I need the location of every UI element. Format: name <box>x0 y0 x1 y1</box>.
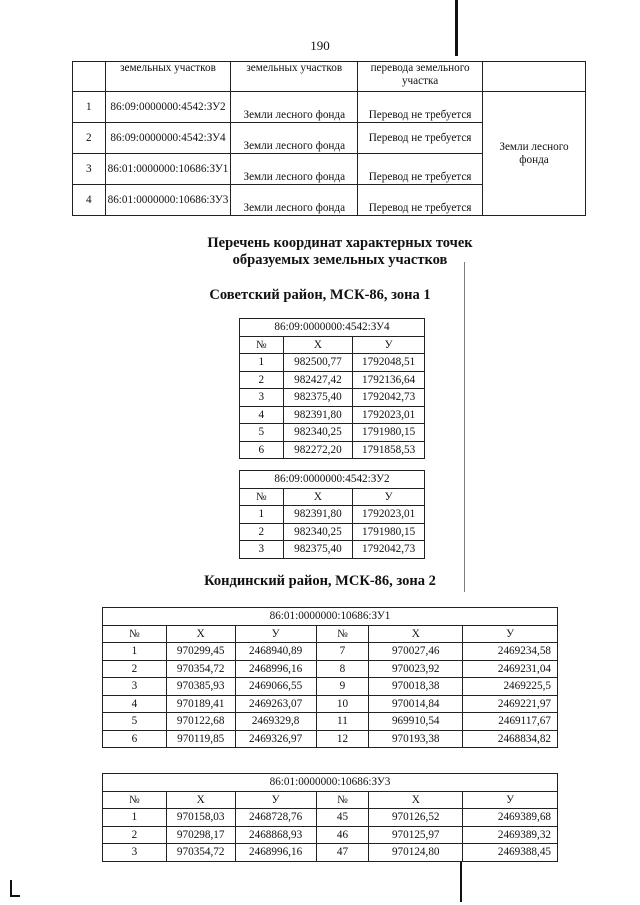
point-number: 3 <box>103 678 167 696</box>
table-header-row <box>103 791 558 809</box>
header-cell: № <box>103 625 167 643</box>
y-coordinate: 1791980,15 <box>353 523 425 541</box>
header-cell: X <box>166 791 235 809</box>
point-number: 5 <box>103 713 167 731</box>
table-row <box>240 371 425 389</box>
y-coordinate: 2469225,5 <box>463 678 558 696</box>
header-cell: X <box>369 625 463 643</box>
header-cell <box>73 62 106 92</box>
header-cell: X <box>283 488 353 506</box>
point-number: 6 <box>240 441 284 459</box>
header-cell: X <box>166 625 235 643</box>
y-coordinate: 2469329,8 <box>235 713 316 731</box>
y-coordinate: 1791980,15 <box>353 424 425 442</box>
heading-line-1: Перечень координат характерных точек <box>207 235 473 251</box>
point-number: 12 <box>316 730 369 748</box>
x-coordinate: 970385,93 <box>166 678 235 696</box>
point-number: 2 <box>103 660 167 678</box>
table-row <box>103 730 558 748</box>
transfer-status: Перевод не требуется <box>358 154 483 185</box>
land-plots-table <box>72 61 586 216</box>
point-number: 6 <box>103 730 167 748</box>
land-category: Земли лесного фонда <box>231 92 358 123</box>
land-category: Земли лесного фонда <box>231 185 358 216</box>
row-number: 3 <box>73 154 106 185</box>
x-coordinate: 970354,72 <box>166 844 235 862</box>
row-number: 2 <box>73 123 106 154</box>
point-number: 4 <box>103 695 167 713</box>
x-coordinate: 982375,40 <box>283 389 353 407</box>
scan-mark <box>10 895 20 897</box>
point-number: 45 <box>316 809 369 827</box>
header-cell <box>483 62 586 92</box>
header-cell: X <box>283 336 353 354</box>
table-row <box>103 809 558 827</box>
scan-mark <box>10 880 12 896</box>
merged-land-category: Земли лесного фонда <box>483 92 586 216</box>
header-cell: перевода земельного участка <box>358 62 483 92</box>
point-number: 1 <box>240 506 284 524</box>
table-row <box>103 844 558 862</box>
x-coordinate: 982391,80 <box>283 406 353 424</box>
table-title: 86:01:0000000:10686:ЗУ3 <box>103 774 558 792</box>
scan-mark <box>460 862 462 902</box>
x-coordinate: 982391,80 <box>283 506 353 524</box>
y-coordinate: 2468996,16 <box>235 660 316 678</box>
y-coordinate: 2468728,76 <box>235 809 316 827</box>
x-coordinate: 970298,17 <box>166 826 235 844</box>
header-cell: № <box>240 336 284 354</box>
x-coordinate: 970018,38 <box>369 678 463 696</box>
header-cell: У <box>353 488 425 506</box>
table-header-row <box>240 488 425 506</box>
point-number: 4 <box>240 406 284 424</box>
section-title-kondinsky: Кондинский район, МСК-86, зона 2 <box>204 573 436 589</box>
plot-number: 86:01:0000000:10686:ЗУ1 <box>105 154 231 185</box>
point-number: 2 <box>240 523 284 541</box>
point-number: 5 <box>240 424 284 442</box>
header-cell: № <box>103 791 167 809</box>
x-coordinate: 970354,72 <box>166 660 235 678</box>
coordinates-table-zu3 <box>102 773 558 862</box>
header-cell: земельных участков <box>231 62 358 92</box>
header-cell: У <box>353 336 425 354</box>
point-number: 7 <box>316 643 369 661</box>
land-category: Земли лесного фонда <box>231 154 358 185</box>
transfer-status: Перевод не требуется <box>358 123 483 154</box>
y-coordinate: 2468940,89 <box>235 643 316 661</box>
point-number: 9 <box>316 678 369 696</box>
table-row <box>103 695 558 713</box>
table-title: 86:09:0000000:4542:ЗУ4 <box>240 319 425 337</box>
point-number: 46 <box>316 826 369 844</box>
y-coordinate: 2469389,32 <box>463 826 558 844</box>
x-coordinate: 970122,68 <box>166 713 235 731</box>
y-coordinate: 1792023,01 <box>353 506 425 524</box>
table-row <box>240 523 425 541</box>
table-row <box>240 441 425 459</box>
x-coordinate: 982375,40 <box>283 541 353 559</box>
point-number: 10 <box>316 695 369 713</box>
point-number: 3 <box>103 844 167 862</box>
table-header-row <box>103 625 558 643</box>
table-row <box>103 826 558 844</box>
y-coordinate: 1792042,73 <box>353 389 425 407</box>
x-coordinate: 982340,25 <box>283 523 353 541</box>
x-coordinate: 970027,46 <box>369 643 463 661</box>
heading-line-2: образуемых земельных участков <box>232 252 448 268</box>
point-number: 2 <box>103 826 167 844</box>
y-coordinate: 1791858,53 <box>353 441 425 459</box>
table-header-row <box>240 336 425 354</box>
point-number: 1 <box>103 809 167 827</box>
x-coordinate: 970158,03 <box>166 809 235 827</box>
point-number: 3 <box>240 541 284 559</box>
x-coordinate: 982500,77 <box>283 354 353 372</box>
y-coordinate: 2469221,97 <box>463 695 558 713</box>
header-cell: У <box>235 791 316 809</box>
table-row <box>103 713 558 731</box>
header-cell: № <box>316 625 369 643</box>
header-cell: земельных участков <box>105 62 231 92</box>
point-number: 11 <box>316 713 369 731</box>
table-row <box>103 660 558 678</box>
point-number: 47 <box>316 844 369 862</box>
table-row <box>240 506 425 524</box>
y-coordinate: 2469117,67 <box>463 713 558 731</box>
header-cell: № <box>316 791 369 809</box>
header-cell: У <box>463 625 558 643</box>
point-number: 3 <box>240 389 284 407</box>
land-category: Земли лесного фонда <box>231 123 358 154</box>
table-row <box>240 389 425 407</box>
coordinates-table-zu4 <box>239 318 425 459</box>
x-coordinate: 982340,25 <box>283 424 353 442</box>
transfer-status: Перевод не требуется <box>358 92 483 123</box>
header-cell: У <box>235 625 316 643</box>
scan-mark <box>464 262 465 592</box>
table-header-row <box>73 62 586 92</box>
coordinates-table-zu1 <box>102 607 558 748</box>
table-row <box>240 424 425 442</box>
header-cell: № <box>240 488 284 506</box>
x-coordinate: 970193,38 <box>369 730 463 748</box>
table-title: 86:09:0000000:4542:ЗУ2 <box>240 471 425 489</box>
y-coordinate: 2469389,68 <box>463 809 558 827</box>
coordinates-table-zu2 <box>239 470 425 559</box>
x-coordinate: 970124,80 <box>369 844 463 862</box>
row-number: 4 <box>73 185 106 216</box>
x-coordinate: 970119,85 <box>166 730 235 748</box>
table-row <box>240 406 425 424</box>
table-title: 86:01:0000000:10686:ЗУ1 <box>103 608 558 626</box>
transfer-status: Перевод не требуется <box>358 185 483 216</box>
y-coordinate: 2469326,97 <box>235 730 316 748</box>
y-coordinate: 1792136,64 <box>353 371 425 389</box>
page-number: 190 <box>310 38 330 53</box>
table-row <box>240 354 425 372</box>
point-number: 1 <box>103 643 167 661</box>
section-title-sovetsky: Советский район, МСК-86, зона 1 <box>209 287 431 303</box>
x-coordinate: 970189,41 <box>166 695 235 713</box>
y-coordinate: 2469231,04 <box>463 660 558 678</box>
y-coordinate: 1792042,73 <box>353 541 425 559</box>
plot-number: 86:09:0000000:4542:ЗУ2 <box>105 92 231 123</box>
plot-number: 86:01:0000000:10686:ЗУ3 <box>105 185 231 216</box>
header-cell: X <box>369 791 463 809</box>
x-coordinate: 970023,92 <box>369 660 463 678</box>
y-coordinate: 2468868,93 <box>235 826 316 844</box>
y-coordinate: 2469234,58 <box>463 643 558 661</box>
table-row <box>103 643 558 661</box>
header-cell: У <box>463 791 558 809</box>
plot-number: 86:09:0000000:4542:ЗУ4 <box>105 123 231 154</box>
point-number: 1 <box>240 354 284 372</box>
y-coordinate: 2469066,55 <box>235 678 316 696</box>
table-row <box>103 678 558 696</box>
y-coordinate: 2469388,45 <box>463 844 558 862</box>
y-coordinate: 1792048,51 <box>353 354 425 372</box>
x-coordinate: 970299,45 <box>166 643 235 661</box>
row-number: 1 <box>73 92 106 123</box>
y-coordinate: 2469263,07 <box>235 695 316 713</box>
table-row <box>240 541 425 559</box>
y-coordinate: 2468996,16 <box>235 844 316 862</box>
x-coordinate: 982272,20 <box>283 441 353 459</box>
y-coordinate: 1792023,01 <box>353 406 425 424</box>
scan-mark <box>455 0 458 56</box>
x-coordinate: 970014,84 <box>369 695 463 713</box>
point-number: 2 <box>240 371 284 389</box>
x-coordinate: 970126,52 <box>369 809 463 827</box>
table-row <box>73 92 586 123</box>
x-coordinate: 969910,54 <box>369 713 463 731</box>
x-coordinate: 982427,42 <box>283 371 353 389</box>
y-coordinate: 2468834,82 <box>463 730 558 748</box>
point-number: 8 <box>316 660 369 678</box>
x-coordinate: 970125,97 <box>369 826 463 844</box>
